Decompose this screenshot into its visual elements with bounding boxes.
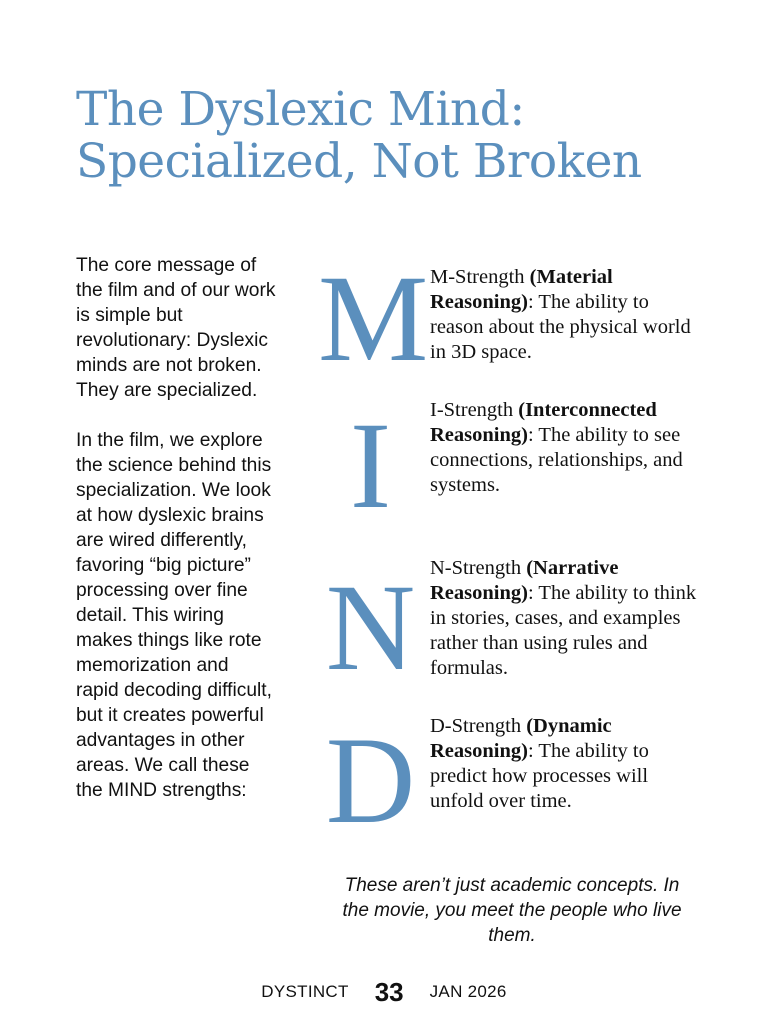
- page-number: 33: [374, 976, 404, 1007]
- strength-m: [430, 265, 698, 365]
- strength-d-name: (Dynamic Reasoning): [430, 715, 612, 762]
- mind-letter-i: I: [349, 397, 392, 534]
- mind-letter-d: D: [325, 712, 416, 849]
- strength-i-description: : The ability to see connections, relationships, and systems.: [430, 424, 683, 496]
- strength-d: [430, 714, 698, 814]
- publication-name: DYSTINCT: [261, 982, 349, 1001]
- body-paragraph: In the film, we explore the science behind this specialization. We look at how dyslexic brains are wired differently, favoring “big picture” processing over fine detail. This wiring makes things like rote memorization and rapid decoding difficult, but it creates powerful advantages in other areas. We call these the MIND strengths:: [76, 430, 272, 801]
- strength-n-name: (Narrative Reasoning): [430, 557, 619, 604]
- strength-m-description: : The ability to reason about the physical world in 3D space.: [430, 291, 691, 363]
- strength-d-label: D-Strength: [430, 715, 522, 737]
- strength-i-name: (Interconnected Reasoning): [430, 399, 657, 446]
- mind-letter-m: M: [318, 250, 429, 387]
- page-footer: [0, 974, 768, 1010]
- intro-paragraph: The core message of the film and of our work is simple but revolutionary: Dyslexic minds are not broken. They are specialized.: [76, 255, 276, 401]
- page-title-line-1: The Dyslexic Mind:: [76, 82, 525, 137]
- intro-column: [76, 253, 276, 803]
- page-title-line-2: Specialized, Not Broken: [76, 134, 642, 189]
- strength-d-description: : The ability to predict how processes will unfold over time.: [430, 740, 649, 812]
- closing-note: These aren’t just academic concepts. In the movie, you meet the people who live them.: [342, 875, 682, 946]
- strength-m-label: M-Strength: [430, 266, 525, 288]
- issue-date: JAN 2026: [429, 982, 507, 1001]
- strength-i-label: I-Strength: [430, 399, 514, 421]
- strength-m-name: (Material Reasoning): [430, 266, 613, 313]
- strength-i: [430, 398, 698, 498]
- strength-n: [430, 556, 698, 681]
- strength-n-label: N-Strength: [430, 557, 522, 579]
- strength-n-description: : The ability to think in stories, cases, and examples rather than using rules and formulas.: [430, 582, 697, 679]
- mind-letter-n: N: [325, 559, 416, 696]
- page-title: [76, 84, 736, 188]
